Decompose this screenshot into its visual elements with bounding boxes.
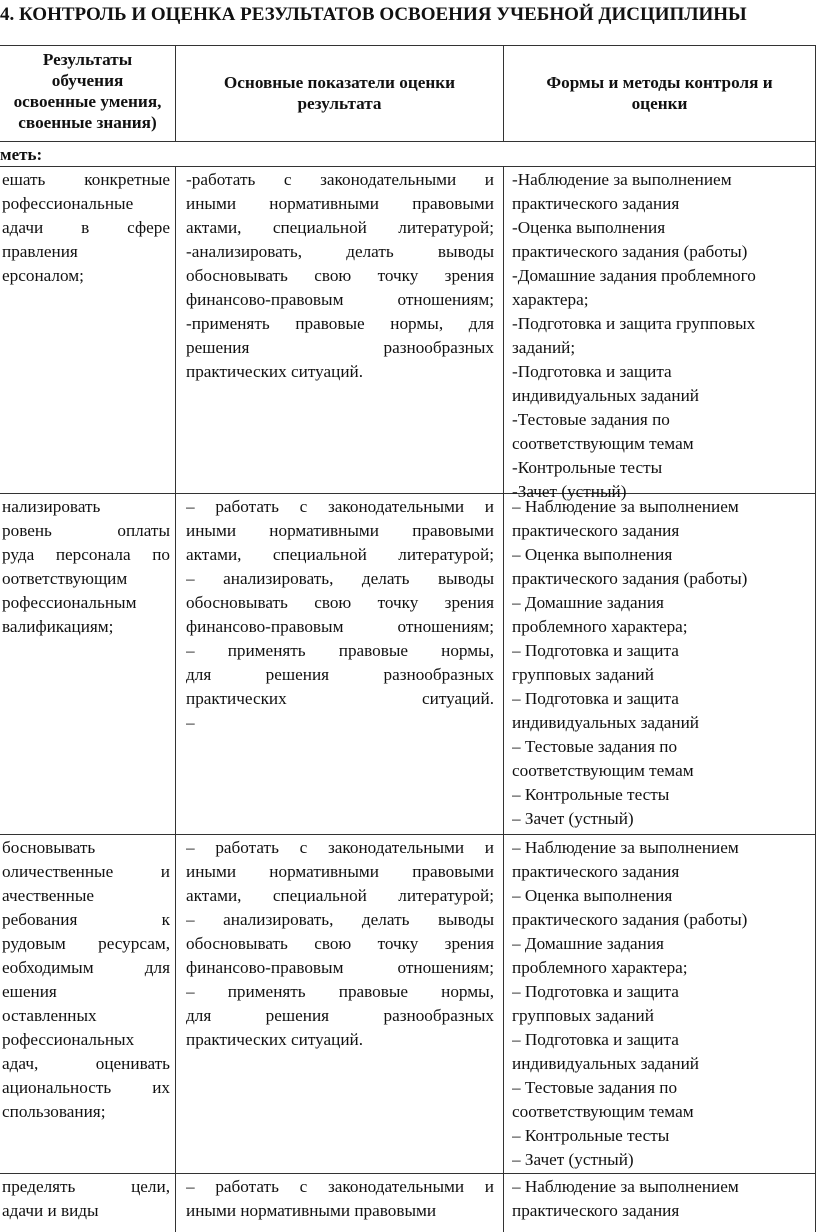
header-methods: Формы и методы контроля и оценки <box>546 73 773 113</box>
table-rule <box>0 834 816 835</box>
cell-line: – Подготовка и защита <box>512 641 679 660</box>
indicators-cell <box>186 1175 494 1223</box>
cell-line: финансово-правовым отношениям; <box>186 617 494 636</box>
methods-cell <box>512 168 812 504</box>
cell-line: – <box>186 713 195 732</box>
cell-line: проблемного характера; <box>512 958 688 977</box>
cell-line: групповых заданий <box>512 1006 654 1025</box>
cell-line: ачественные <box>2 886 94 905</box>
cell-line: валификациям; <box>2 617 114 636</box>
result-cell <box>2 836 170 1124</box>
cell-line: -Подготовка и защита групповых <box>512 314 756 333</box>
section-title: 4. КОНТРОЛЬ И ОЦЕНКА РЕЗУЛЬТАТОВ ОСВОЕНИЯ УЧЕБНОЙ ДИСЦИПЛИНЫ <box>0 4 747 25</box>
cell-line: для решения разнообразных <box>186 665 494 684</box>
result-cell <box>2 1175 170 1223</box>
cell-line: практических ситуаций. <box>186 1030 364 1049</box>
result-cell <box>2 495 170 639</box>
cell-line: обосновывать свою точку зрения <box>186 266 494 285</box>
cell-line: -Оценка выполнения <box>512 218 666 237</box>
methods-cell <box>512 495 812 831</box>
cell-line: ациональность их <box>2 1078 170 1097</box>
cell-line: -Домашние задания проблемного <box>512 266 756 285</box>
cell-line: адачи и виды <box>2 1201 99 1220</box>
cell-line: групповых заданий <box>512 665 654 684</box>
cell-line: практического задания <box>512 1201 680 1220</box>
cell-line: – работать с законодательными и <box>186 497 494 516</box>
cell-line: актами, специальной литературой; <box>186 545 494 564</box>
cell-line: – работать с законодательными и <box>186 1177 494 1196</box>
cell-line: индивидуальных заданий <box>512 713 699 732</box>
cell-line: – Домашние задания <box>512 593 664 612</box>
cell-line: ешения <box>2 982 57 1001</box>
cell-line: обосновывать свою точку зрения <box>186 934 494 953</box>
cell-line: адач, оценивать <box>2 1054 170 1073</box>
indicators-cell <box>186 168 494 384</box>
section-label: меть: <box>0 145 43 164</box>
header-indicators: Основные показатели оценки результата <box>223 73 456 113</box>
cell-line: соответствующим темам <box>512 761 694 780</box>
cell-line: рудовым ресурсам, <box>2 934 170 953</box>
cell-line: – Подготовка и защита <box>512 689 679 708</box>
cell-line: -применять правовые нормы, для <box>186 314 494 333</box>
cell-line: практических ситуаций. <box>186 362 364 381</box>
cell-line: – применять правовые нормы, <box>186 982 494 1001</box>
cell-line: актами, специальной литературой; <box>186 218 494 237</box>
cell-line: – Тестовые задания по <box>512 737 678 756</box>
cell-line: -работать с законодательными и <box>186 170 494 189</box>
cell-line: -Контрольные тесты <box>512 458 663 477</box>
cell-line: еобходимым для <box>2 958 170 977</box>
indicators-cell <box>186 495 494 735</box>
result-cell <box>2 168 170 288</box>
cell-line: практического задания <box>512 521 680 540</box>
cell-line: – Оценка выполнения <box>512 545 673 564</box>
cell-line: обосновывать свою точку зрения <box>186 593 494 612</box>
header-results: Результаты обучения освоенные умения, своенные знания) <box>13 50 162 132</box>
cell-line: рофессиональных <box>2 1030 135 1049</box>
cell-line: оответствующим <box>2 569 128 588</box>
cell-line: иными нормативными правовыми <box>186 1201 437 1220</box>
cell-line: заданий; <box>512 338 576 357</box>
cell-line: характера; <box>512 290 589 309</box>
cell-line: – Тестовые задания по <box>512 1078 678 1097</box>
cell-line: пределять цели, <box>2 1177 170 1196</box>
cell-line: нализировать <box>2 497 101 516</box>
cell-line: финансово-правовым отношениям; <box>186 290 494 309</box>
table-rule <box>0 166 816 167</box>
table-rule <box>503 166 504 1232</box>
cell-line: – Контрольные тесты <box>512 1126 670 1145</box>
cell-line: иными нормативными правовыми <box>186 194 494 213</box>
table-rule <box>0 1173 816 1174</box>
cell-line: рофессиональным <box>2 593 137 612</box>
cell-line: иными нормативными правовыми <box>186 862 494 881</box>
cell-line: рофессиональные <box>2 194 134 213</box>
cell-line: – Подготовка и защита <box>512 982 679 1001</box>
cell-line: соответствующим темам <box>512 434 694 453</box>
indicators-cell <box>186 836 494 1052</box>
cell-line: оставленных <box>2 1006 97 1025</box>
cell-line: – Зачет (устный) <box>512 809 634 828</box>
cell-line: босновывать <box>2 838 96 857</box>
cell-line: практического задания (работы) <box>512 910 748 929</box>
cell-line: -Подготовка и защита <box>512 362 672 381</box>
cell-line: для решения разнообразных <box>186 1006 494 1025</box>
cell-line: спользования; <box>2 1102 106 1121</box>
cell-line: -Тестовые задания по <box>512 410 670 429</box>
cell-line: ровень оплаты <box>2 521 170 540</box>
table-rule <box>0 45 816 46</box>
cell-line: ерсоналом; <box>2 266 84 285</box>
cell-line: практического задания (работы) <box>512 242 748 261</box>
cell-line: – применять правовые нормы, <box>186 641 494 660</box>
cell-line: – анализировать, делать выводы <box>186 569 494 588</box>
cell-line: финансово-правовым отношениям; <box>186 958 494 977</box>
cell-line: индивидуальных заданий <box>512 1054 699 1073</box>
cell-line: – Наблюдение за выполнением <box>512 497 739 516</box>
cell-line: – Зачет (устный) <box>512 1150 634 1169</box>
cell-line: ребования к <box>2 910 170 929</box>
table-rule <box>0 141 816 142</box>
cell-line: решения разнообразных <box>186 338 494 357</box>
cell-line: иными нормативными правовыми <box>186 521 494 540</box>
cell-line: – Подготовка и защита <box>512 1030 679 1049</box>
cell-line: – работать с законодательными и <box>186 838 494 857</box>
cell-line: индивидуальных заданий <box>512 386 699 405</box>
cell-line: практического задания <box>512 862 680 881</box>
cell-line: практических ситуаций. <box>186 689 494 708</box>
cell-line: -Наблюдение за выполнением <box>512 170 732 189</box>
cell-line: – Домашние задания <box>512 934 664 953</box>
cell-line: ешать конкретные <box>2 170 170 189</box>
cell-line: практического задания <box>512 194 680 213</box>
cell-line: адачи в сфере <box>2 218 170 237</box>
cell-line: практического задания (работы) <box>512 569 748 588</box>
cell-line: актами, специальной литературой; <box>186 886 494 905</box>
cell-line: правления <box>2 242 78 261</box>
cell-line: проблемного характера; <box>512 617 688 636</box>
table-rule <box>175 166 176 1232</box>
cell-line: – Контрольные тесты <box>512 785 670 804</box>
cell-line: соответствующим темам <box>512 1102 694 1121</box>
cell-line: – анализировать, делать выводы <box>186 910 494 929</box>
cell-line: -анализировать, делать выводы <box>186 242 494 261</box>
cell-line: -Зачет (устный) <box>512 482 627 501</box>
cell-line: оличественные и <box>2 862 170 881</box>
cell-line: – Наблюдение за выполнением <box>512 1177 739 1196</box>
cell-line: руда персонала по <box>2 545 170 564</box>
cell-line: – Оценка выполнения <box>512 886 673 905</box>
methods-cell <box>512 836 812 1172</box>
cell-line: – Наблюдение за выполнением <box>512 838 739 857</box>
methods-cell <box>512 1175 812 1223</box>
